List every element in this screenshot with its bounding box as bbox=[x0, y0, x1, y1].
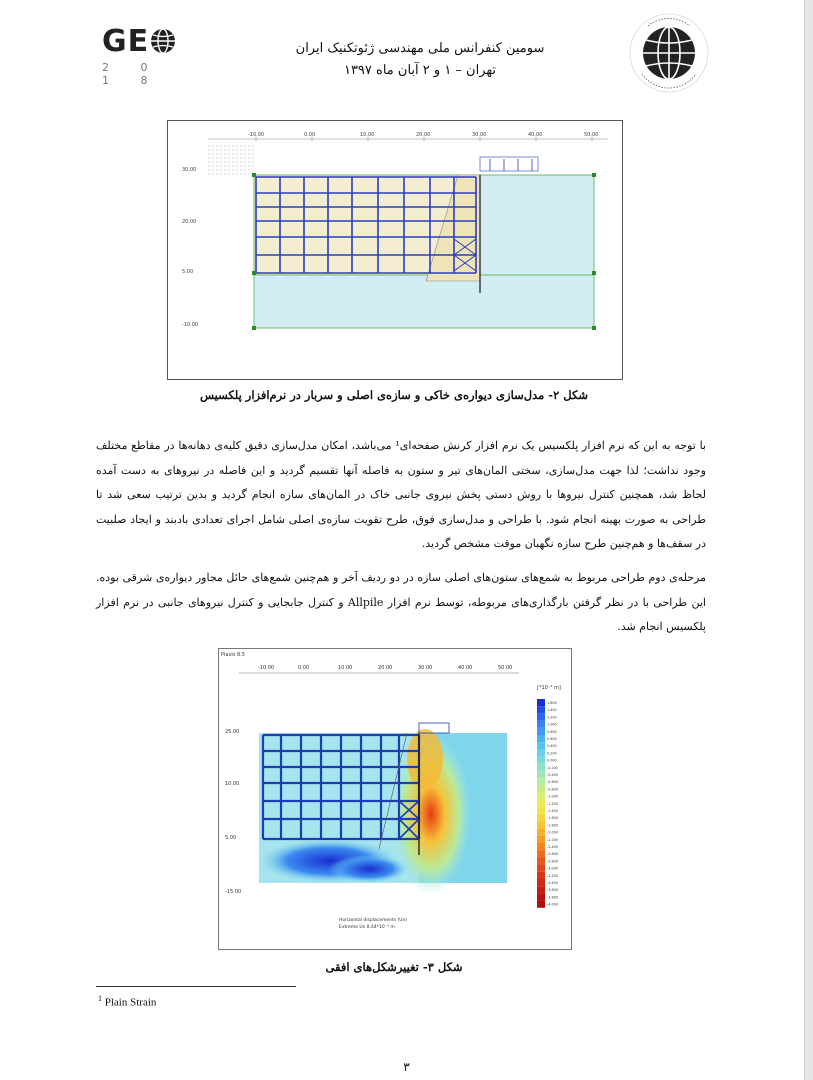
fig2-top-tick: 30.00 bbox=[472, 132, 487, 138]
fig3-top-tick: 30.00 bbox=[418, 665, 433, 671]
fig2-top-tick: 0.00 bbox=[304, 132, 316, 138]
legend-value: -2.200 bbox=[547, 837, 558, 842]
fig3-left-tick: 5.00 bbox=[225, 835, 237, 841]
figure-3-caption: شکل ۳- تغییرشکل‌های افقی bbox=[325, 960, 463, 974]
legend-value: 1.200 bbox=[547, 715, 557, 720]
legend-swatch bbox=[537, 778, 545, 785]
legend-swatch bbox=[537, 829, 545, 836]
legend-value: 0.400 bbox=[547, 744, 557, 749]
fig3-top-label: Plaxis 8.5 bbox=[221, 652, 245, 658]
legend-swatch bbox=[537, 764, 545, 771]
legend-swatch bbox=[537, 857, 545, 864]
legend-value: 1.400 bbox=[547, 708, 557, 713]
legend-value: -4.000 bbox=[547, 902, 558, 907]
geo-2018-logo bbox=[102, 24, 192, 87]
figure-2-plaxis-model bbox=[167, 120, 623, 380]
legend-swatch bbox=[537, 785, 545, 792]
legend-value: -3.000 bbox=[547, 866, 558, 871]
paragraph-1: با توجه به این که نرم افزار پلکسیس یک نرم افزار کرنش صفحه‌ای¹ می‌باشد، امکان مدل‌سازی دقیق کلیه‌ی دهانه‌ها در مقاطع مختلف وجود نداشت؛ لذا جهت مدل‌سازی، سختی المان‌های تیر و ستون به فاصله آنها تقسیم گردید و این فاصله در نیروهای به دست آمده لحاظ شد، همچنین کنترل نیروها با روش دستی پخش نیروی جانبی خاک در المان‌های سازه انجام گردید و بدین ترتیب سعی شد تا طراحی به صورت بهینه انجام شود. با طراحی و مدل‌سازی فوق، طرح تقویت سازه‌ی اصلی شامل اجرای تعدادی بادبند و ایجاد صلبیت در سقف‌ها و هم‌چنین طرح سازه نگهبان موقت مشخص گردید. bbox=[96, 439, 706, 550]
globe-icon bbox=[149, 27, 177, 55]
legend-swatch bbox=[537, 713, 545, 720]
fig3-left-tick: 10.00 bbox=[225, 781, 240, 787]
legend-value: -0.400 bbox=[547, 773, 558, 777]
fig3-left-tick: 25.00 bbox=[225, 729, 240, 735]
legend-value: 0.000 bbox=[547, 758, 557, 763]
legend-swatch bbox=[537, 886, 545, 893]
legend-value: -3.800 bbox=[547, 895, 558, 900]
legend-swatch bbox=[537, 850, 545, 857]
legend-swatch bbox=[537, 901, 545, 908]
legend-swatch bbox=[537, 742, 545, 749]
legend-value: -3.400 bbox=[547, 881, 558, 885]
legend-value: -1.200 bbox=[547, 801, 558, 806]
legend-swatch bbox=[537, 721, 545, 728]
legend-value: 0.200 bbox=[547, 751, 557, 756]
fig3-unit-label: [*10⁻³ m] bbox=[537, 685, 561, 691]
legend-swatch bbox=[537, 836, 545, 843]
legend-swatch bbox=[537, 893, 545, 900]
fig2-top-tick: 50.00 bbox=[584, 132, 599, 138]
legend-value: 0.800 bbox=[547, 729, 557, 734]
legend-value: -0.800 bbox=[547, 787, 558, 792]
fig2-left-tick: 20.00 bbox=[182, 219, 197, 225]
conference-title bbox=[250, 38, 590, 82]
legend-value: -1.400 bbox=[547, 809, 558, 813]
legend-value: -3.200 bbox=[547, 873, 558, 878]
legend-swatch bbox=[537, 800, 545, 807]
legend-swatch bbox=[537, 706, 545, 713]
footnote bbox=[98, 994, 156, 1009]
legend-swatch bbox=[537, 865, 545, 872]
fig3-top-tick: -10.00 bbox=[258, 665, 275, 671]
figure-2-caption: شکل ۲- مدل‌سازی دیواره‌ی خاکی و سازه‌ی اصلی و سربار در نرم‌افزار پلکسیس bbox=[200, 388, 588, 402]
page-edge bbox=[804, 0, 813, 1080]
fig3-bottom-label: Horizontal displacements (Ux) bbox=[339, 918, 407, 923]
footnote-separator bbox=[96, 986, 296, 987]
legend-value: -2.400 bbox=[547, 845, 558, 849]
figure-3-drawing bbox=[219, 649, 571, 949]
conference-line-2: تهران – ۱ و ۲ آبان ماه ۱۳۹۷ bbox=[343, 63, 497, 78]
legend-swatch bbox=[537, 879, 545, 886]
fig2-left-tick: 30.00 bbox=[182, 167, 197, 173]
legend-swatch bbox=[537, 757, 545, 764]
fig2-left-tick: 5.00 bbox=[182, 269, 194, 275]
fig2-top-tick: -10.00 bbox=[248, 132, 265, 138]
fig3-left-tick: -15.00 bbox=[225, 889, 242, 895]
legend-value: -1.000 bbox=[547, 794, 558, 799]
figure-2-drawing bbox=[168, 121, 622, 379]
fig3-top-tick: 50.00 bbox=[498, 665, 513, 671]
legend-value: -1.600 bbox=[547, 816, 558, 821]
footnote-number: 1 bbox=[98, 994, 102, 1003]
conference-line-1: سومین کنفرانس ملی مهندسی ژئوتکنیک ایران bbox=[295, 41, 545, 56]
legend-swatch bbox=[537, 821, 545, 828]
society-seal-logo bbox=[628, 12, 710, 94]
legend-value: 1.000 bbox=[547, 722, 557, 727]
legend-swatch bbox=[537, 872, 545, 879]
paragraph-2: مرحله‌ی دوم طراحی مربوط به شمع‌های ستون‌های اصلی سازه در دو ردیف آخر و هم‌چنین شمع‌های حائل مجاور دیواره‌ی شرقی بوده. این طراحی با در نظر گرفتن بارگذاری‌های مربوطه، توسط نرم افزار Allpile و کنترل جابجایی و کنترل نیروهای جانبی در نرم افزار پلکسیس انجام شد. bbox=[96, 571, 706, 633]
figure-3-horizontal-displacements bbox=[218, 648, 572, 950]
page-number: ۳ bbox=[403, 1060, 410, 1074]
legend-swatch bbox=[537, 735, 545, 742]
legend-value: -2.800 bbox=[547, 859, 558, 864]
legend-value: 1.600 bbox=[547, 701, 557, 705]
legend-swatch bbox=[537, 793, 545, 800]
legend-swatch bbox=[537, 728, 545, 735]
legend-value: -3.600 bbox=[547, 888, 558, 893]
legend-swatch bbox=[537, 749, 545, 756]
fig2-top-tick: 10.00 bbox=[360, 132, 375, 138]
logo-text: GE bbox=[102, 24, 150, 59]
legend-value: 0.600 bbox=[547, 737, 557, 741]
fig2-top-tick: 20.00 bbox=[416, 132, 431, 138]
legend-swatch bbox=[537, 843, 545, 850]
fig3-top-tick: 40.00 bbox=[458, 665, 473, 671]
legend-value: -2.600 bbox=[547, 852, 558, 857]
footnote-text: Plain Strain bbox=[104, 996, 157, 1009]
legend-value: -0.200 bbox=[547, 765, 558, 770]
legend-swatch bbox=[537, 814, 545, 821]
legend-value: -2.000 bbox=[547, 830, 558, 835]
fig3-top-tick: 10.00 bbox=[338, 665, 353, 671]
fig3-top-tick: 0.00 bbox=[298, 665, 310, 671]
legend-swatch bbox=[537, 699, 545, 706]
legend-value: -1.800 bbox=[547, 823, 558, 828]
logo-year: 2 0 1 8 bbox=[102, 61, 162, 87]
fig3-top-tick: 20.00 bbox=[378, 665, 393, 671]
fig2-left-tick: -10.00 bbox=[182, 322, 199, 328]
legend-swatch bbox=[537, 807, 545, 814]
legend-value: -0.600 bbox=[547, 780, 558, 785]
legend-swatch bbox=[537, 771, 545, 778]
fig3-bottom-sublabel: Extreme Ux 8.44*10⁻³ m bbox=[339, 925, 395, 930]
fig2-top-tick: 40.00 bbox=[528, 132, 543, 138]
